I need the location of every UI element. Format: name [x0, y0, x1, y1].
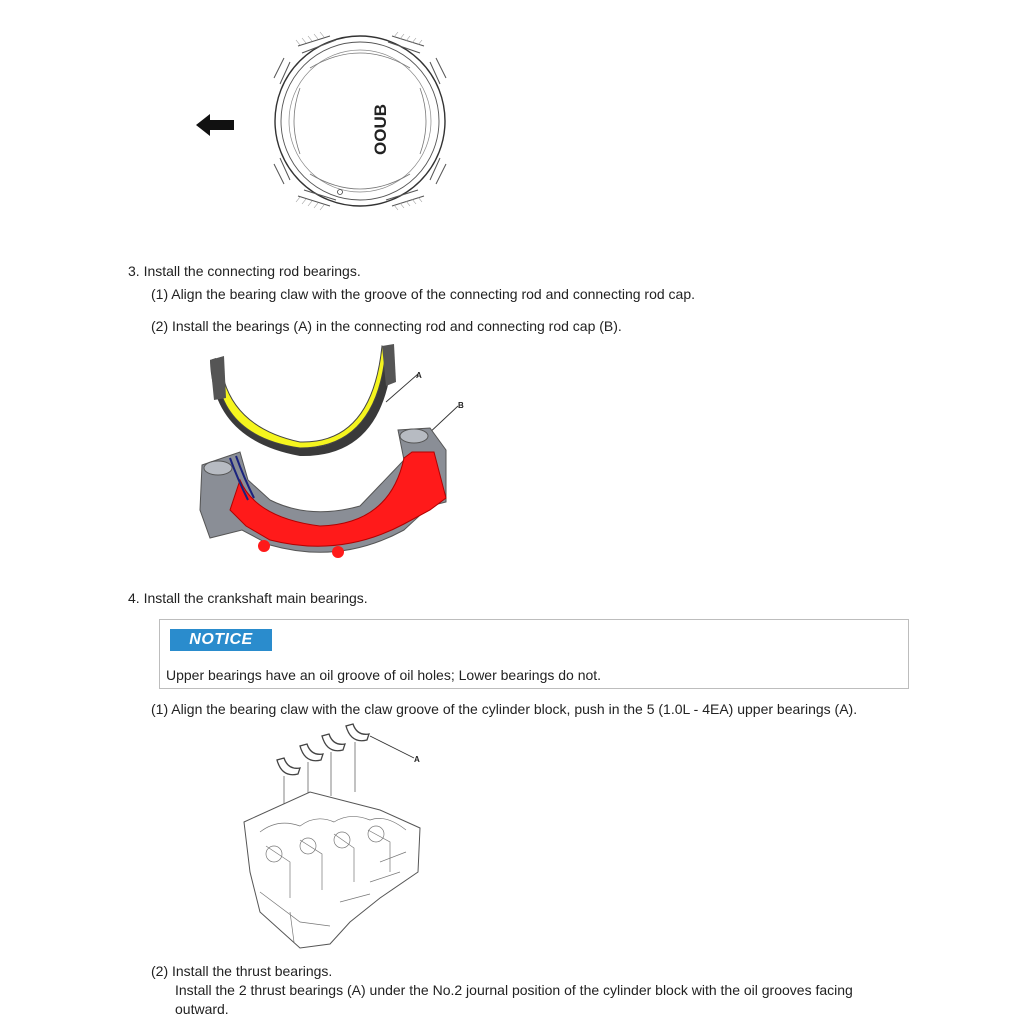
step-4-title: 4. Install the crankshaft main bearings.	[128, 590, 368, 606]
step-4-sub-1: (1) Align the bearing claw with the claw groove of the cylinder block, push in the 5 (1.0L - 4EA) upper bearings (A).	[151, 701, 858, 717]
step-4-sub-2-line-1: Install the 2 thrust bearings (A) under the No.2 journal position of the cylinder block with the oil grooves facing	[175, 982, 853, 998]
connecting-rod-bearing-figure	[190, 340, 480, 565]
step-3-sub-1: (1) Align the bearing claw with the groove of the connecting rod and connecting rod cap.	[151, 286, 696, 302]
notice-box	[159, 619, 909, 689]
step-4-sub-2-title: (2) Install the thrust bearings.	[151, 963, 333, 979]
step-3-title: 3. Install the connecting rod bearings.	[128, 263, 361, 279]
bearing-mark-text: OOUB	[371, 104, 390, 155]
arrow-left-icon	[196, 114, 234, 136]
step-3-sub-2: (2) Install the bearings (A) in the connecting rod and connecting rod cap (B).	[151, 318, 622, 334]
label-b: B	[458, 401, 464, 410]
cylinder-block-figure	[230, 722, 440, 952]
upper-bearing-4	[346, 724, 369, 741]
notice-badge: NOTICE	[170, 629, 272, 651]
upper-bearing-shell	[210, 348, 393, 456]
upper-bearing-2	[300, 744, 323, 761]
upper-bearing-3	[322, 734, 345, 751]
label-a: A	[416, 371, 422, 380]
cylinder-block	[244, 792, 420, 948]
label-a-block: A	[414, 755, 420, 764]
step-4-sub-2-line-2: outward.	[175, 1001, 229, 1017]
upper-bearing-1	[277, 758, 300, 775]
bearing-marking-figure	[180, 28, 470, 218]
notice-text: Upper bearings have an oil groove of oil holes; Lower bearings do not.	[166, 667, 602, 683]
